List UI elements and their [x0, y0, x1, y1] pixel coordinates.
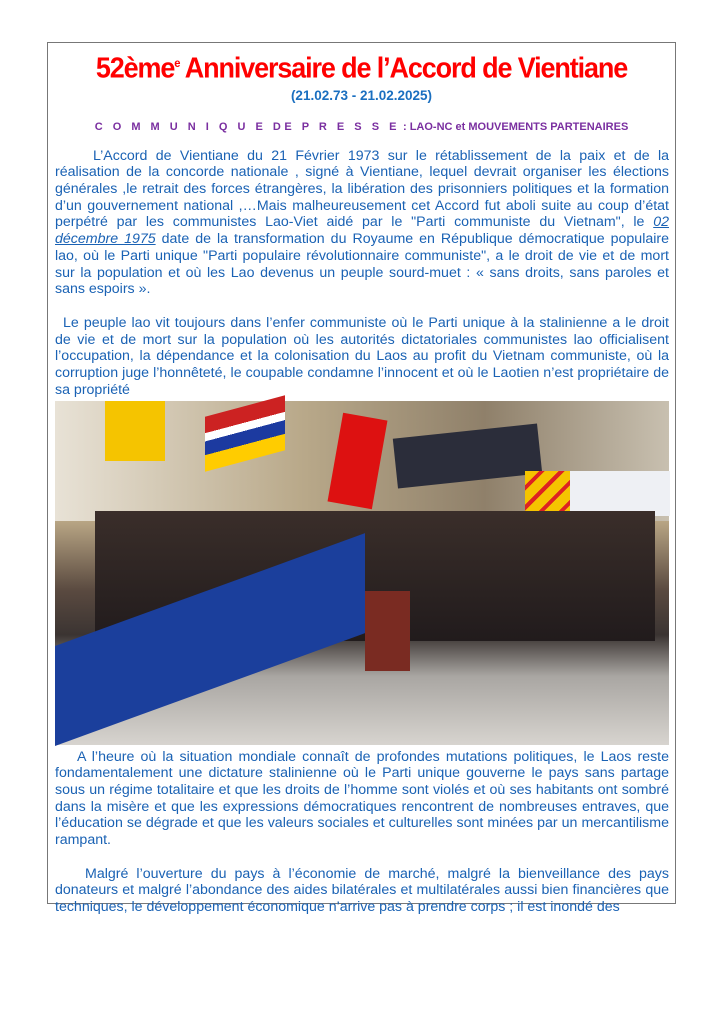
white-banner: [570, 471, 670, 516]
communique-label: C O M M U N I Q U E DE P R E S S E: [94, 120, 400, 133]
paragraph-1-text-a: L’Accord de Vientiane du 21 Février 1973 sur le rétablissement de la paix et de la réalisation de la concorde nationale , signé à Vientiane, lequel devrait organiser les élections générales ,le retrait des forces étrangères, la libération des prisonniers politiques et la formation d’un gouvernement national ,…Mais malheureusement cet Accord fut aboli suite au coup d’état perpétré par les communistes Lao-Viet aidé par le "Parti communiste du Vietnam", le: [55, 147, 669, 231]
paragraph-1-text-b: date de la transformation du Royaume en République démocratique populaire lao, où le Parti unique "Parti populaire révolutionnaire communiste", a le droit de vie et de mort sur la population et où les Lao devenus un peuple sourd-muet : « sans droits, sans paroles et sans espoirs ».: [55, 231, 669, 298]
title-superscript: e: [174, 56, 180, 70]
paragraph-1: [48, 148, 675, 298]
communique-partners: : LAO-NC et MOUVEMENTS PARTENAIRES: [399, 120, 629, 133]
document-page: [47, 42, 676, 916]
communique-heading: [48, 121, 675, 133]
page-title: [70, 46, 653, 86]
paragraph-4: Malgré l’ouverture du pays à l’économie de marché, malgré la bienveillance des pays donateurs et malgré l’abondance des aides bilatérales et multilatérales aussi bien financières que techniques, le développement économique n’arrive pas à prendre corps ; il est inondé des: [55, 865, 669, 916]
title-text: 52ème: [95, 52, 175, 85]
title-text-rest: Anniversaire de l’Accord de Vientiane: [179, 52, 628, 85]
date-link-text: 02 décembre 1975: [55, 214, 669, 248]
yellow-flag: [105, 401, 165, 461]
demonstration-photo: [55, 401, 669, 745]
date-range: (21.02.73 - 21.02.2025): [290, 87, 433, 103]
paragraph-2: Le peuple lao vit toujours dans l’enfer communiste où le Parti unique à la stalinienne a le droit de vie et de mort sur la population où les autorités dictatoriales communistes lao officialisent l’occupation, la dépendance et la colonisation du Laos au profit du Vietnam communiste, où la corruption juge l’honnêteté, le coupable condamne l’innocent et où le Laotien n’est propriétaire de sa propriété: [55, 314, 669, 398]
podium: [365, 591, 410, 671]
paragraph-3: A l’heure où la situation mondiale connaît de profondes mutations politiques, le Laos reste fondamentalement une dictature stalinienne où le Parti unique gouverne le pays sans partage sous un régime totalitaire et que les droits de l’homme sont violés et où ses habitants ont sombré dans la misère et que les expressions démocratiques rencontrent de nombreuses entraves, que l’éducation se dégrade et que les valeurs sociales et culturelles sont minées par un mercantilisme rampant.: [55, 748, 669, 849]
